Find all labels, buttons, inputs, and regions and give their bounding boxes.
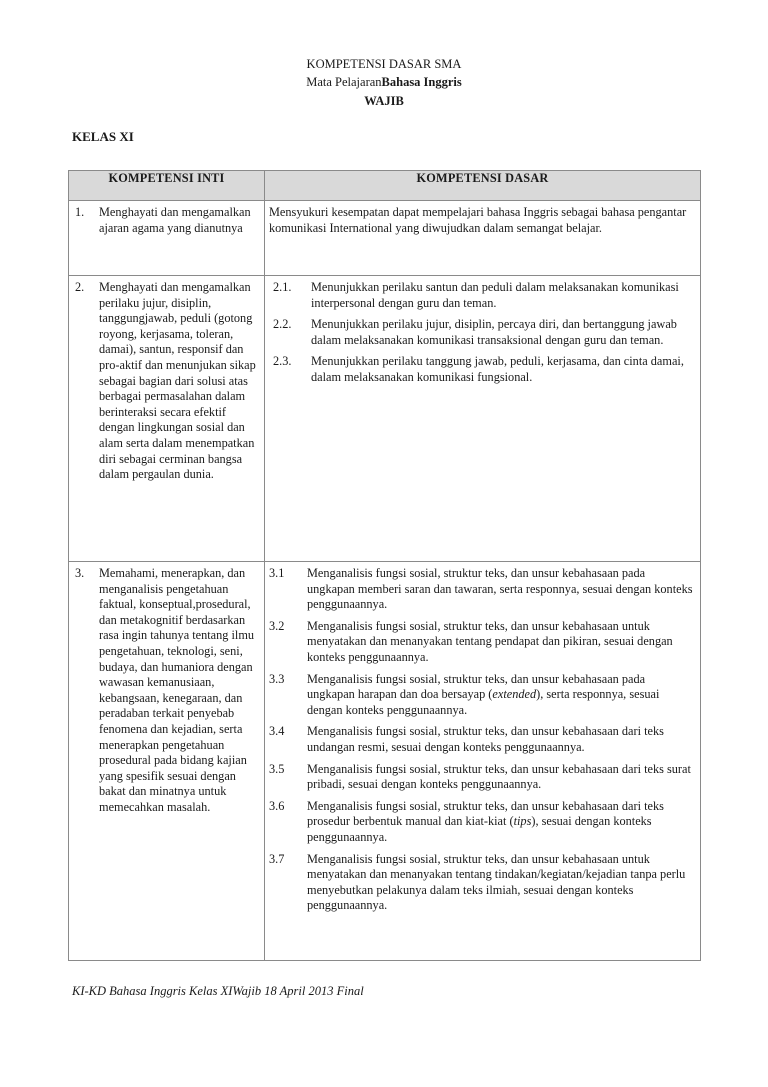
table-row [69, 201, 701, 276]
kd-cell [265, 562, 701, 961]
kd-item [273, 354, 694, 385]
kd-item [269, 799, 694, 846]
kd-text: Menunjukkan perilaku santun dan peduli dalam melaksanakan komunikasi interpersonal dengan guru dan teman. [311, 280, 679, 310]
ki-number: 3. [75, 566, 85, 580]
ki-cell [69, 562, 265, 961]
kd-item [269, 566, 694, 613]
kd-text: Menganalisis fungsi sosial, struktur teks, dan unsur kebahasaan pada ungkapan memberi saran dan tawaran, serta responnya, sesuai dengan konteks penggunaannya. [307, 566, 693, 612]
kd-cell [265, 276, 701, 562]
header-kompetensi-inti: KOMPETENSI INTI [69, 171, 265, 201]
kd-text: Menganalisis fungsi sosial, struktur teks, dan unsur kebahasaan untuk menyatakan dan menanyakan tentang pendapat dan pikiran, sesuai dengan konteks penggunaannya. [307, 618, 673, 664]
subject-prefix: Mata Pelajaran [306, 75, 382, 89]
table-header-row [69, 171, 701, 201]
kd-number: 3.2 [269, 618, 285, 633]
subject-name: Bahasa Inggris [381, 75, 462, 89]
kd-item [269, 852, 694, 914]
kd-text: Menganalisis fungsi sosial, struktur teks, dan unsur kebahasaan dari teks undangan resmi, sesuai dengan konteks penggunaannya. [307, 724, 664, 754]
kd-number: 3.1 [269, 566, 285, 580]
kd-number: 3.7 [269, 851, 285, 866]
competency-table [68, 170, 701, 961]
kd-number: 2.3. [273, 354, 292, 369]
kd-text: Menganalisis fungsi sosial, struktur teks, dan unsur kebahasaan untuk menyatakan dan menanyakan tentang tindakan/kegiatan/kejadian tanpa perlu menyebutkan pelakunya dalam teks ilmiah, sesuai dengan konteks penggunaannya. [307, 851, 686, 913]
kd-number: 3.6 [269, 798, 285, 813]
kd-item [269, 724, 694, 755]
kd-italic-term: extended [492, 687, 537, 702]
kd-text: Menunjukkan perilaku jujur, disiplin, percaya diri, dan bertanggung jawab dalam melaksanakan komunikasi transaksional dengan guru dan teman. [311, 317, 677, 347]
ki-number: 1. [75, 205, 85, 219]
ki-text: Menghayati dan mengamalkan perilaku jujur, disiplin, tanggungjawab, peduli (gotong royong, kerjasama, toleran, damai), santun, responsif dan pro-aktif dan menunjukan sikap sebagai bagian dari solusi atas berbagai permasalahan dalam berinteraksi secara efektif dengan lingkungan sosial dan alam serta dalam menempatkan diri sebagai cerminan bangsa dalam pergaulan dunia. [99, 280, 256, 482]
kd-text: Mensyukuri kesempatan dapat mempelajari bahasa Inggris sebagai bahasa pengantar komunikasi International yang diwujudkan dalam semangat belajar. [269, 205, 687, 235]
ki-cell [69, 201, 265, 276]
kd-cell [265, 201, 701, 276]
header-kompetensi-dasar: KOMPETENSI DASAR [265, 171, 701, 201]
kd-text: Menunjukkan perilaku tanggung jawab, peduli, kerjasama, dan cinta damai, dalam melaksanakan komunikasi fungsional. [311, 354, 684, 384]
doc-subject [0, 74, 768, 91]
ki-cell [69, 276, 265, 562]
kd-italic-term: tips [513, 814, 532, 829]
kd-item [273, 317, 694, 348]
kd-number: 3.4 [269, 724, 285, 739]
ki-number: 2. [75, 280, 85, 294]
kd-text: Menganalisis fungsi sosial, struktur teks, dan unsur kebahasaan dari teks surat pribadi, sesuai dengan konteks penggunaannya. [307, 761, 691, 792]
kd-number: 3.3 [269, 671, 285, 686]
kd-number: 2.1. [273, 280, 292, 294]
kd-text: Menganalisis fungsi sosial, struktur teks, dan unsur kebahasaan pada ungkapan harapan dan doa bersayap (extended), serta responnya, sesuai dengan konteks penggunaannya. [307, 671, 660, 717]
class-heading: KELAS XI [72, 129, 134, 144]
kd-text: Menganalisis fungsi sosial, struktur teks, dan unsur kebahasaan dari teks prosedur berbentuk manual dan kiat-kiat (tips), sesuai dengan konteks penggunaannya. [307, 798, 664, 844]
ki-text: Memahami, menerapkan, dan menganalisis pengetahuan faktual, konseptual,prosedural, dan metakognitif berdasarkan rasa ingin tahunya tentang ilmu pengetahuan, teknologi, seni, budaya, dan humaniora dengan wawasan kemanusiaan, kebangsaan, kenegaraan, dan peradaban terkait penyebab fenomena dan kejadian, serta menerapkan pengetahuan prosedural pada bidang kajian yang spesifik sesuai dengan bakat dan minatnya untuk memecahkan masalah. [99, 566, 255, 814]
kd-number: 2.2. [273, 317, 292, 332]
table-row [69, 562, 701, 961]
kd-number: 3.5 [269, 761, 285, 776]
doc-category: WAJIB [364, 94, 404, 108]
ki-text: Menghayati dan mengamalkan ajaran agama yang dianutnya [99, 205, 251, 235]
table-row [69, 276, 701, 562]
kd-item [269, 619, 694, 666]
doc-title: KOMPETENSI DASAR SMA [306, 57, 462, 71]
kd-item [273, 280, 694, 311]
page-footer: KI-KD Bahasa Inggris Kelas XIWajib 18 April 2013 Final [72, 984, 364, 998]
kd-item [269, 762, 694, 793]
kd-item [269, 672, 694, 719]
